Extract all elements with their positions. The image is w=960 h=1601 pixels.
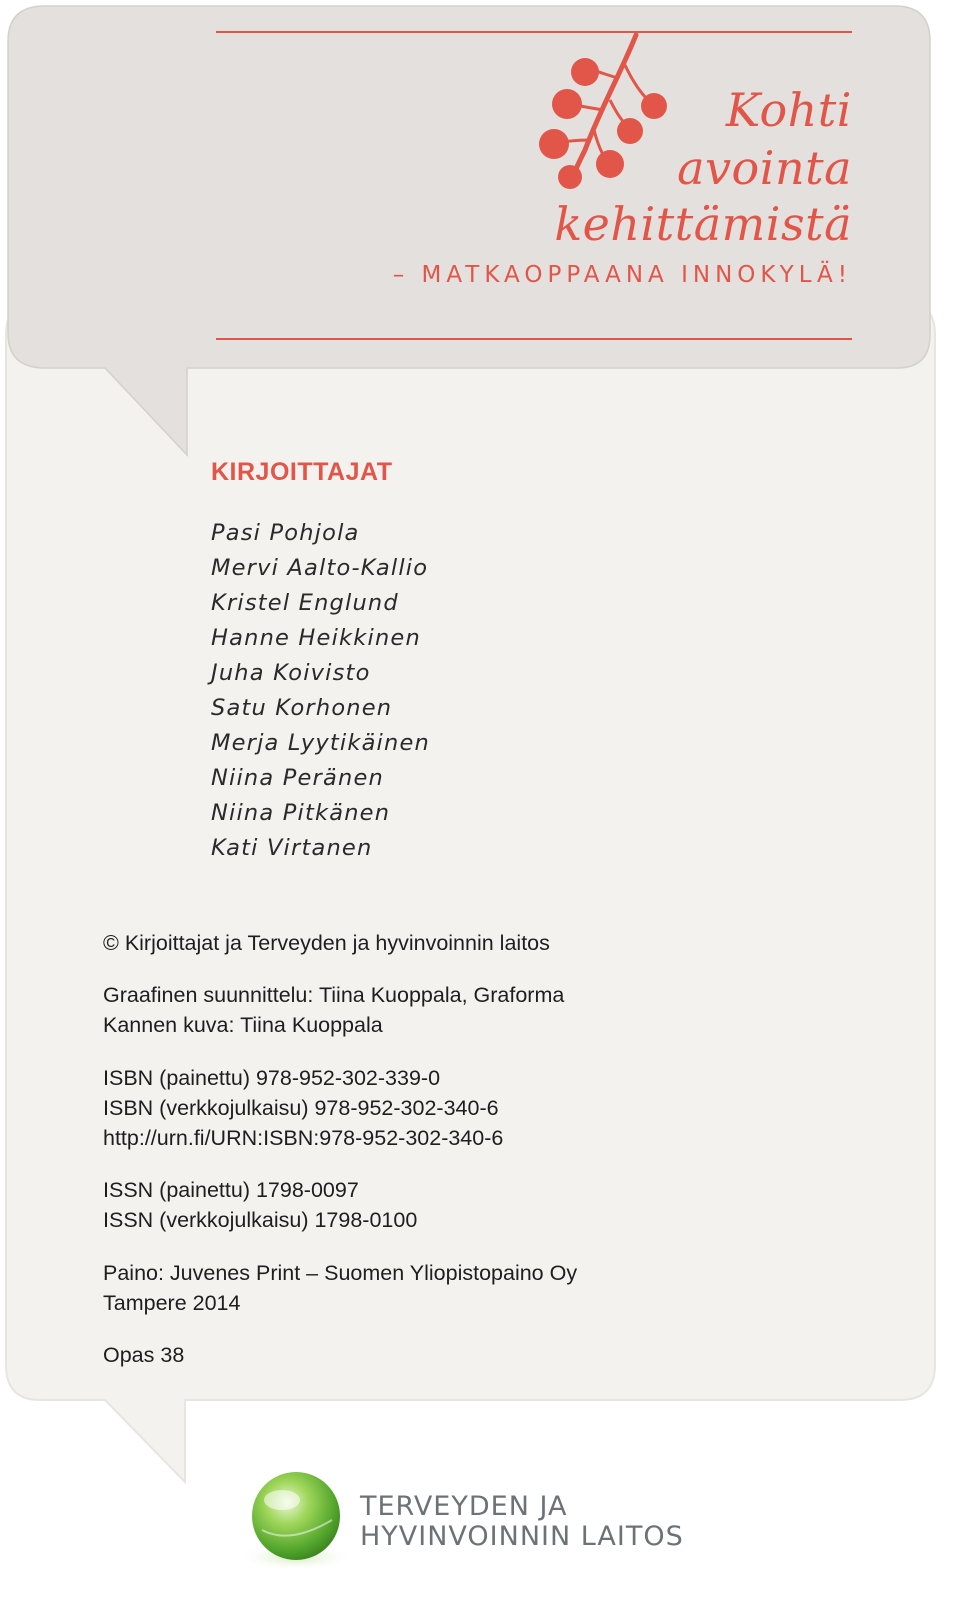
author-name: Kristel Englund: [211, 590, 399, 616]
urn-link[interactable]: http://urn.fi/URN:ISBN:978-952-302-340-6: [103, 1126, 504, 1150]
author-name: Mervi Aalto-Kallio: [211, 555, 429, 581]
isbn-web: ISBN (verkkojulkaisu) 978-952-302-340-6: [103, 1096, 499, 1120]
author-name: Kati Virtanen: [211, 835, 373, 861]
authors-heading: KIRJOITTAJAT: [211, 458, 393, 486]
isbn-block: [103, 1063, 503, 1153]
cover-credit: Kannen kuva: Tiina Kuoppala: [103, 1013, 383, 1037]
author-name: Merja Lyytikäinen: [211, 730, 430, 756]
title-top-rule: [216, 31, 852, 33]
design-credit: Graafinen suunnittelu: Tiina Kuoppala, Graforma: [103, 983, 565, 1007]
title-bottom-rule: [216, 338, 852, 340]
printer-line: Paino: Juvenes Print – Suomen Yliopistopaino Oy: [103, 1261, 578, 1285]
author-name: Juha Koivisto: [211, 660, 371, 686]
copyright-line: © Kirjoittajat ja Terveyden ja hyvinvoinnin laitos: [103, 931, 550, 955]
series-number: Opas 38: [103, 1343, 185, 1367]
copyright-block: [103, 928, 550, 958]
author-name: Satu Korhonen: [211, 695, 393, 721]
logo-text-line-2: HYVINVOINNIN LAITOS: [360, 1521, 684, 1552]
author-name: Niina Pitkänen: [211, 800, 391, 826]
title-line-1: Kohti: [725, 83, 852, 137]
title-line-2: avointa: [677, 141, 852, 195]
issn-print: ISSN (painettu) 1798-0097: [103, 1178, 359, 1202]
credits-block: [103, 980, 564, 1040]
printer-block: [103, 1258, 577, 1318]
author-name: Niina Peränen: [211, 765, 384, 791]
globe-logo-icon: [238, 1472, 354, 1571]
series-block: [103, 1340, 184, 1370]
issn-web: ISSN (verkkojulkaisu) 1798-0100: [103, 1208, 418, 1232]
authors-list: [211, 516, 430, 866]
isbn-print: ISBN (painettu) 978-952-302-339-0: [103, 1066, 441, 1090]
place-year: Tampere 2014: [103, 1291, 241, 1315]
title-subtitle: – MATKAOPPAANA INNOKYLÄ!: [392, 262, 852, 288]
title-line-3: kehittämistä: [554, 197, 852, 251]
author-name: Hanne Heikkinen: [211, 625, 421, 651]
issn-block: [103, 1175, 417, 1235]
author-name: Pasi Pohjola: [211, 520, 360, 546]
logo-text-line-1: TERVEYDEN JA: [360, 1491, 568, 1522]
